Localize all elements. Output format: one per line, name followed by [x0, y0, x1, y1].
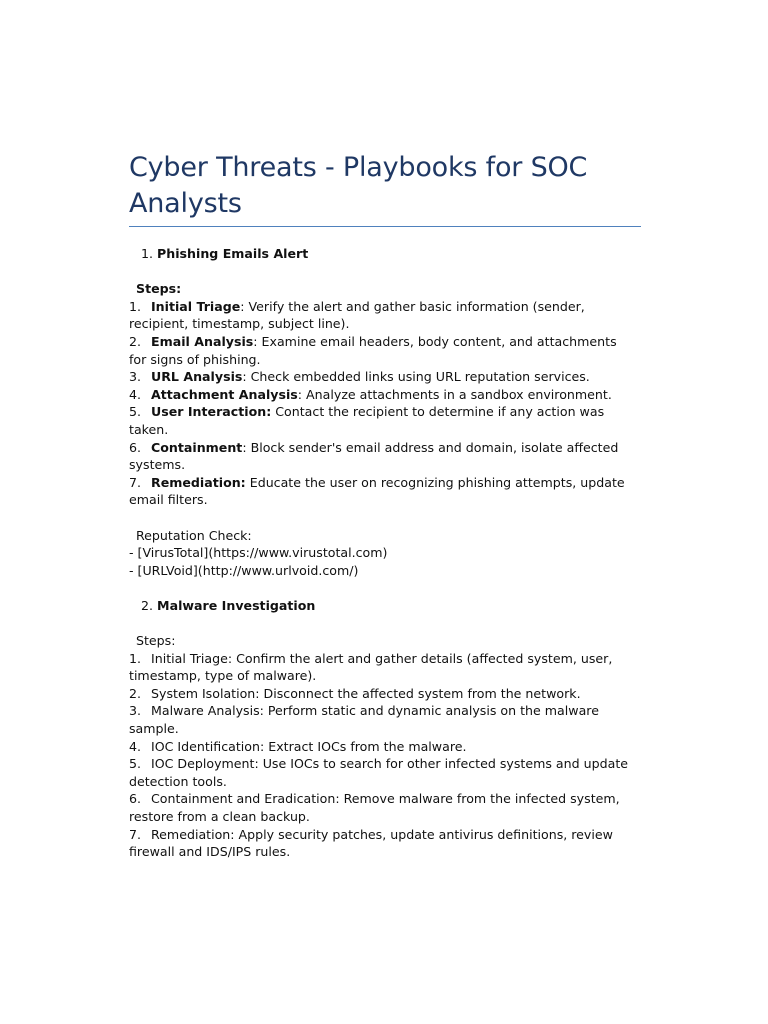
- list-item: 2. Email Analysis: Examine email headers, body content, and attachments for signs of phishing.: [129, 333, 617, 367]
- title-divider: [129, 226, 641, 227]
- reputation-link-urlvoid: - [URLVoid](http://www.urlvoid.com/): [129, 562, 359, 578]
- section-number: 2.: [141, 597, 154, 613]
- list-item: 5. IOC Deployment: Use IOCs to search for other infected systems and update detection tools.: [129, 756, 629, 789]
- list-item: 3. Malware Analysis: Perform static and dynamic analysis on the malware sample.: [129, 703, 599, 737]
- steps-label: Steps:: [136, 633, 176, 649]
- list-item: 3. URL Analysis: Check embedded links using URL reputation services.: [129, 369, 590, 385]
- list-item: 4. IOC Identification: Extract IOCs from the malware.: [129, 738, 467, 754]
- steps-label: Steps:: [136, 281, 182, 297]
- section-number: 1.: [141, 246, 154, 261]
- list-item: 1. Initial Triage: Confirm the alert and gather details (affected system, user, timestamp, type of malware).: [129, 650, 613, 684]
- section-heading-malware: [129, 597, 629, 615]
- section-title: Malware Investigation: [157, 597, 316, 613]
- list-item: 6. Containment: Block sender's email address and domain, isolate affected systems.: [129, 439, 619, 473]
- reputation-link-virustotal: - [VirusTotal](https://www.virustotal.com): [129, 545, 388, 561]
- document-body: [129, 245, 629, 861]
- list-item: 2. System Isolation: Disconnect the affected system from the network.: [129, 685, 581, 701]
- page-title: Cyber Threats - Playbooks for SOC Analysts: [129, 152, 588, 219]
- list-item: 1. Initial Triage: Verify the alert and gather basic information (sender, recipient, timestamp, subject line).: [129, 298, 585, 332]
- section-heading-phishing: [129, 245, 629, 263]
- list-item: 4. Attachment Analysis: Analyze attachments in a sandbox environment.: [129, 386, 612, 402]
- list-item: 6. Containment and Eradication: Remove malware from the infected system, restore from a clean backup.: [129, 791, 620, 824]
- reputation-check-label: Reputation Check:: [136, 527, 252, 543]
- section-title: Phishing Emails Alert: [157, 246, 309, 261]
- list-item: 7. Remediation: Apply security patches, update antivirus definitions, review firewall and IDS/IPS rules.: [129, 826, 613, 860]
- list-item: 5. User Interaction: Contact the recipient to determine if any action was taken.: [129, 404, 605, 437]
- list-item: 7. Remediation: Educate the user on recognizing phishing attempts, update email filters.: [129, 474, 625, 508]
